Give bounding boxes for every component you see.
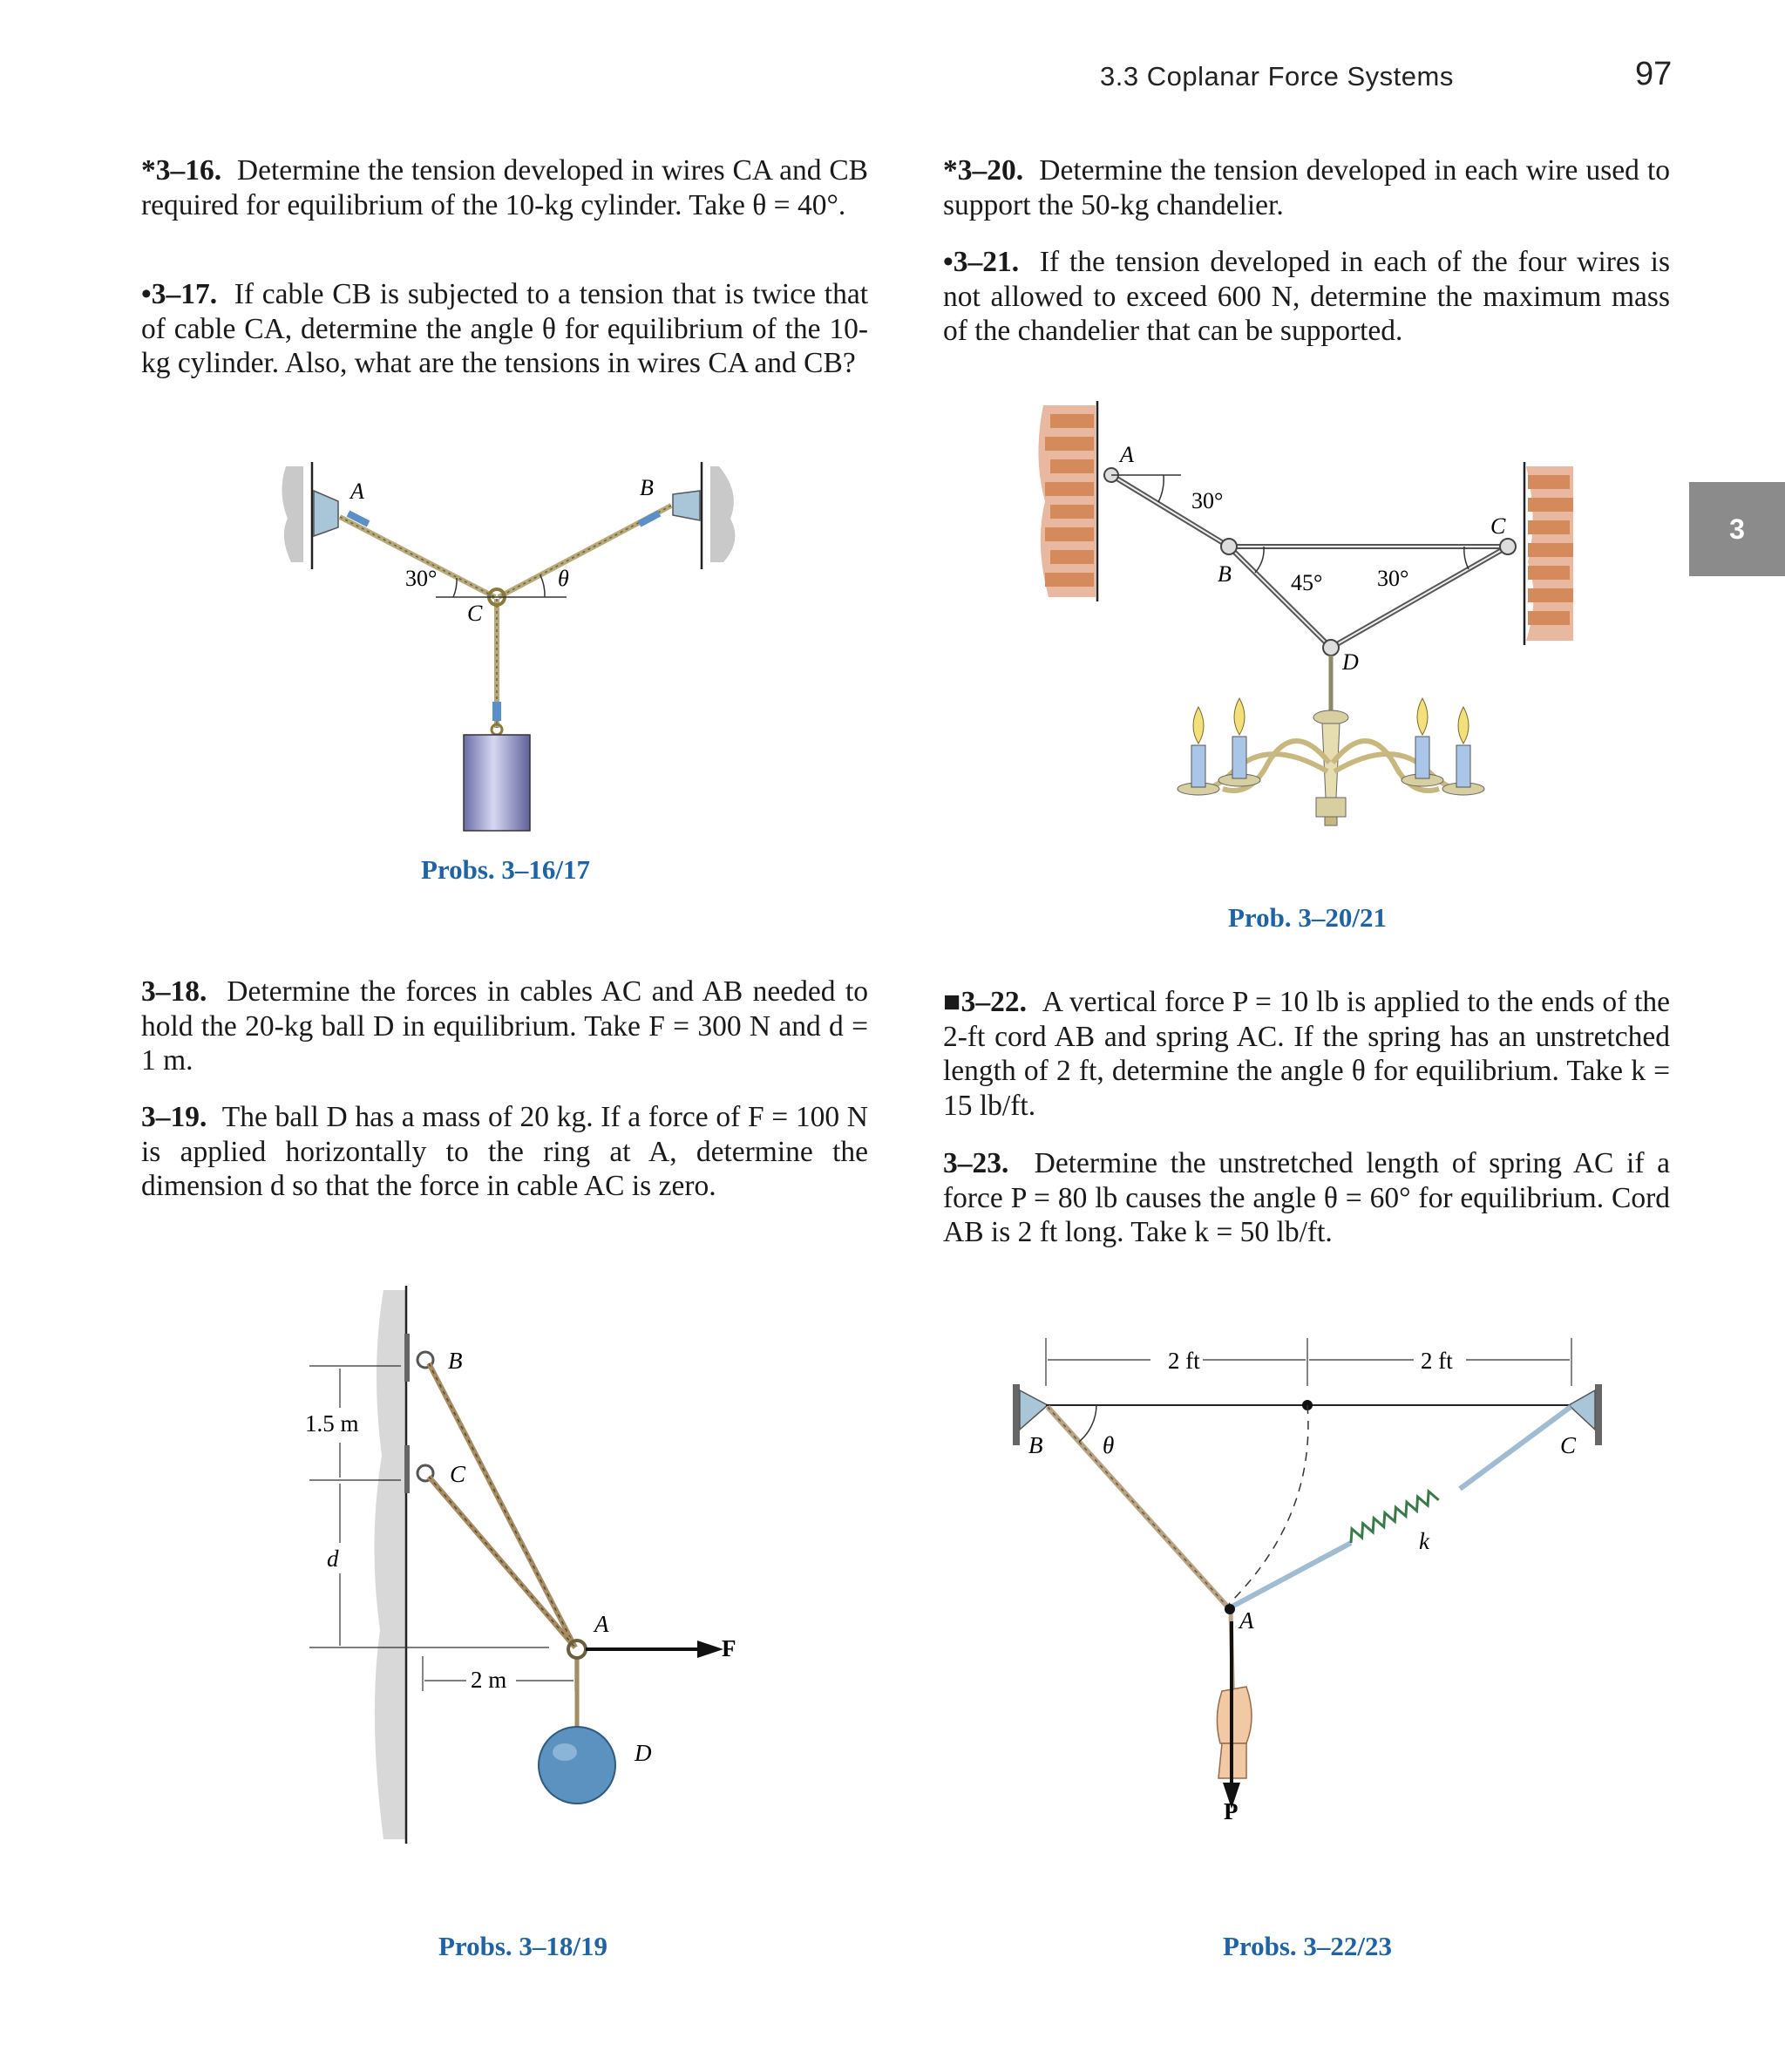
- figure-3-20-21: [1033, 388, 1591, 893]
- problem-3-17: [141, 277, 868, 381]
- dim-2ft-left: 2 ft: [1168, 1348, 1200, 1374]
- problem-number: 3–19.: [141, 1101, 207, 1133]
- support-c: [1569, 1390, 1595, 1430]
- angle-left: 30°: [405, 566, 438, 591]
- figure-3-16-17: [270, 440, 758, 850]
- label-f: F: [722, 1635, 736, 1661]
- label-theta: θ: [1103, 1432, 1115, 1458]
- angle-30-a: 30°: [1191, 488, 1224, 513]
- problem-text: Determine the tension developed in wires CA and CB required for equilibrium of the 10-kg cylinder. Take θ = 40°.: [141, 154, 869, 221]
- label-b: B: [1028, 1432, 1043, 1458]
- dim-2m: 2 m: [471, 1667, 507, 1693]
- left-brick-wall: [1038, 401, 1097, 601]
- problem-text: Determine the forces in cables AC and AB needed to hold the 20-kg ball D in equilibrium. Take F = 300 N and d = 1 m.: [141, 975, 868, 1077]
- label-d: D: [1342, 649, 1359, 675]
- problem-number: •3–17.: [141, 278, 218, 310]
- label-d: D: [635, 1740, 652, 1766]
- running-header-section: 3.3 Coplanar Force Systems: [1100, 61, 1454, 92]
- dim-1-5m: 1.5 m: [305, 1410, 359, 1437]
- problem-text: If cable CB is subjected to a tension that is twice that of cable CA, determine the angle θ for equilibrium of the 10-kg cylinder. Also, what are the tensions in wires CA and CB?: [141, 278, 868, 379]
- label-c: C: [1560, 1432, 1577, 1458]
- problem-3-21: [943, 245, 1670, 349]
- label-b: B: [448, 1348, 463, 1374]
- label-b: B: [1218, 561, 1232, 587]
- label-c: C: [467, 601, 483, 626]
- label-a: A: [350, 479, 364, 504]
- problem-3-16: [141, 153, 868, 222]
- bracket-b: [673, 491, 700, 520]
- angle-theta: θ: [558, 566, 569, 591]
- problem-number: ■3–22.: [943, 986, 1028, 1018]
- cylinder: [464, 735, 530, 831]
- problem-number: 3–23.: [943, 1147, 1009, 1179]
- hand: [1217, 1687, 1252, 1743]
- page-number: 97: [1635, 56, 1673, 92]
- figure-3-18-19: [288, 1281, 776, 1848]
- angle-30-c: 30°: [1377, 566, 1409, 591]
- label-b: B: [640, 475, 654, 500]
- problem-text: Determine the unstretched length of spring AC if a force P = 80 lb causes the angle θ = 60° for equilibrium. Cord AB is 2 ft long. Take k = 50 lb/ft.: [943, 1147, 1670, 1248]
- problem-text: Determine the tension developed in each wire used to support the 50-kg chandelier.: [943, 154, 1671, 221]
- problem-number: *3–20.: [943, 154, 1024, 187]
- problem-text: If the tension developed in each of the four wires is not allowed to exceed 600 N, determine the maximum mass of the chandelier that can be supported.: [943, 246, 1671, 347]
- spring-rod: [1229, 1543, 1351, 1608]
- problem-3-19: [141, 1100, 868, 1204]
- problem-text: A vertical force P = 10 lb is applied to the ends of the 2-ft cord AB and spring AC. If the spring has an unstretched length of 2 ft, determine the angle θ for equilibrium. Take k = 15 lb/ft.: [943, 986, 1671, 1122]
- problem-3-22: [943, 985, 1670, 1123]
- label-a: A: [1239, 1607, 1254, 1634]
- problem-3-23: [943, 1146, 1670, 1250]
- wall: [374, 1290, 406, 1839]
- dim-2ft-right: 2 ft: [1421, 1348, 1453, 1374]
- label-a: A: [594, 1611, 609, 1637]
- right-brick-wall: [1524, 462, 1573, 645]
- angle-45: 45°: [1291, 570, 1323, 595]
- figure-3-22-23: [985, 1334, 1630, 1831]
- left-wall: [282, 466, 303, 562]
- dim-d: d: [327, 1546, 339, 1572]
- caption-3-22-23: Probs. 3–22/23: [1222, 1931, 1393, 1961]
- support-b: [1020, 1390, 1048, 1430]
- bracket-a: [314, 491, 338, 536]
- chandelier: [1178, 656, 1484, 825]
- ring-a: [568, 1641, 586, 1658]
- label-c: C: [1490, 513, 1506, 539]
- problem-text: The ball D has a mass of 20 kg. If a force of F = 100 N is applied horizontally to the ring at A, determine the dimension d so that the force in cable AC is zero.: [141, 1101, 869, 1202]
- right-wall: [710, 466, 735, 562]
- problem-number: *3–16.: [141, 154, 222, 187]
- problem-number: •3–21.: [943, 246, 1020, 278]
- problem-3-20: [943, 153, 1670, 222]
- label-p: P: [1224, 1798, 1239, 1824]
- label-a: A: [1120, 442, 1134, 467]
- problem-3-18: [141, 975, 868, 1078]
- label-k: k: [1419, 1528, 1429, 1554]
- problem-number: 3–18.: [141, 975, 207, 1008]
- caption-3-18-19: Probs. 3–18/19: [438, 1931, 608, 1961]
- caption-3-20-21: Prob. 3–20/21: [1228, 902, 1387, 933]
- caption-3-16-17: Probs. 3–16/17: [420, 854, 591, 885]
- ball-d: [539, 1727, 615, 1804]
- label-c: C: [450, 1461, 466, 1487]
- chapter-tab: 3: [1689, 482, 1785, 576]
